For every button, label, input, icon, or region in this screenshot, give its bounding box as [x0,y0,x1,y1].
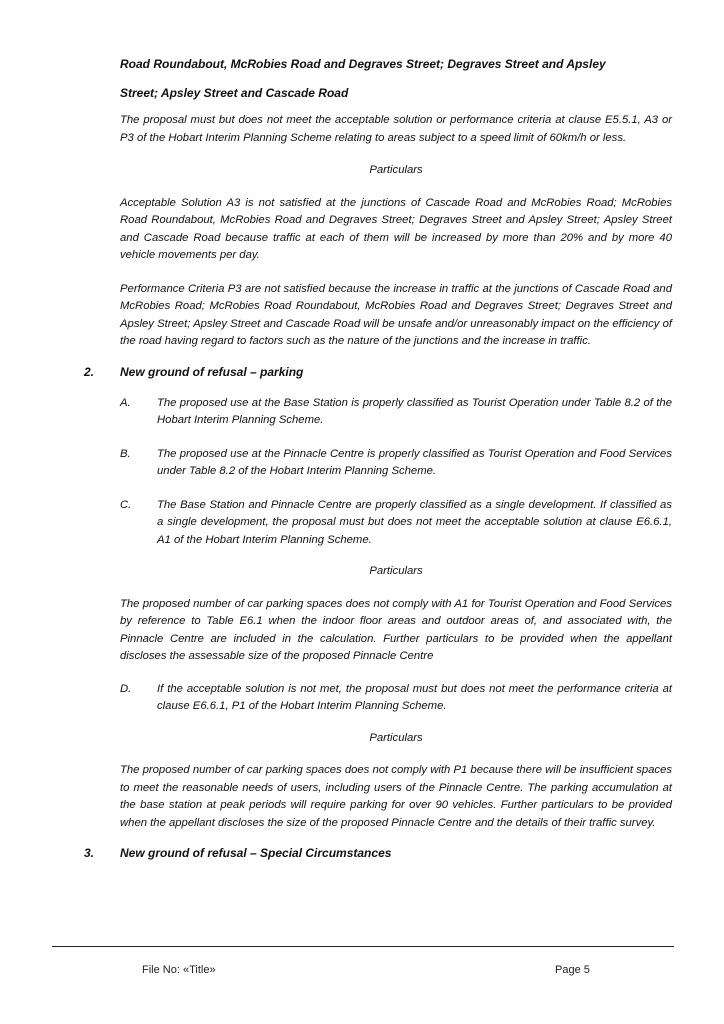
list-item-d-text: If the acceptable solution is not met, the proposal must but does not meet the performance criteria at clause E6.6.1, P1 of the Hobart Interim Planning Scheme. [157,682,672,712]
list-item-d-letter: D. [120,682,132,695]
particulars-label: Particulars [369,731,423,744]
paragraph-parking-a1: The proposed number of car parking spaces does not comply with A1 for Tourist Operation and Food Services by reference to Table E6.1 when the indoor floor areas and outdoor areas of, and associated with, the Pinnacle Centre are included in the calculation. Further particulars to be provided when the appellant discloses the assessable size of the proposed Pinnacle Centre [120,597,672,662]
footer-divider [52,946,674,947]
list-item-c-text: The Base Station and Pinnacle Centre are properly classified as a single development. If classified as a single development, the proposal must but does not meet the acceptable solution at clause E6.6.1, A1 of the Hobart Interim Planning Scheme. [157,498,672,546]
particulars-label: Particulars [369,565,423,577]
list-item-c [120,497,672,550]
paragraph-performance-criteria-p3: Performance Criteria P3 are not satisfied because the increase in traffic at the junctions of Cascade Road and McRobies Road; McRobies Road Roundabout, McRobies Road and Degraves Street; Degraves Street and Apsley Street; Apsley Street and Cascade Road will be unsafe and/or unreasonably impact on the efficiency of the road having regard to factors such as the nature of the junctions and the increase in traffic. [120,282,672,347]
section-heading-line2: Street; Apsley Street and Cascade Road [120,86,349,100]
list-item-b-text: The proposed use at the Pinnacle Centre is properly classified as Tourist Operation and Food Services under Table 8.2 of the Hobart Interim Planning Scheme. [157,447,672,477]
section-2-title: New ground of refusal – parking [120,364,304,379]
section-2-number: 2. [84,364,95,379]
paragraph-parking-p1: The proposed number of car parking spaces does not comply with P1 because there will be insufficient spaces to meet the reasonable needs of users, including users of the Pinnacle Centre. The parking accumulation at the base station at peak periods will require parking for over 90 vehicles. Further particulars to be provided when the appellant discloses the size of the proposed Pinnacle Centre and the details of their traffic survey. [120,764,672,829]
list-item-b-letter: B. [120,447,131,460]
paragraph-clause-e551: The proposal must but does not meet the acceptable solution or performance criteria at clause E5.5.1, A3 or P3 of the Hobart Interim Planning Scheme relating to areas subject to a speed limit of 60km/h or less. [120,114,672,144]
document-body [84,56,672,862]
paragraph-acceptable-solution-a3: Acceptable Solution A3 is not satisfied at the junctions of Cascade Road and McRobies Road; McRobies Road Roundabout, McRobies Road and Degraves Street; Degraves Street and Apsley Street; Apsley Street and Cascade Road because traffic at each of them will be increased by more than 20% and by more 40 vehicle movements per day. [120,196,672,261]
list-item-a [120,395,672,430]
footer-page-number: Page 5 [555,964,590,976]
list-item-c-letter: C. [120,498,132,511]
list-item-a-text: The proposed use at the Base Station is properly classified as Tourist Operation under Table 8.2 of the Hobart Interim Planning Scheme. [157,396,672,426]
section-3-number: 3. [84,846,95,860]
list-item-d [120,681,672,716]
section-3-heading [84,845,672,862]
section-3-title: New ground of refusal – Special Circumstances [120,846,392,860]
list-item-a-letter: A. [120,396,131,409]
section-heading-line1: Road Roundabout, McRobies Road and Degraves Street; Degraves Street and Apsley [120,57,606,71]
list-item-b [120,446,672,481]
particulars-label: Particulars [369,164,423,176]
section-2-heading [84,364,672,381]
footer-file-number: File No: «Title» [142,964,216,976]
